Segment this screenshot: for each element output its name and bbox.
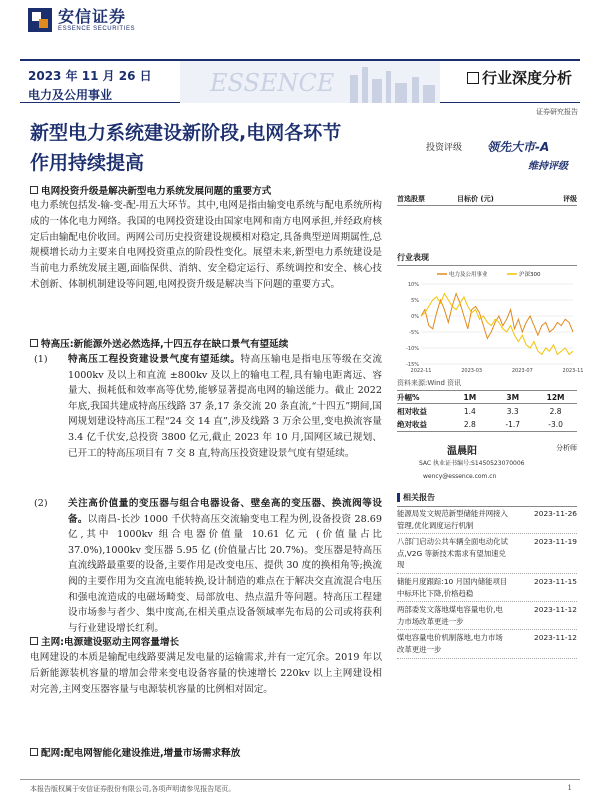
x-tick-label: 2023-11 — [562, 368, 584, 374]
table-cell: 2.8 — [549, 406, 562, 416]
stock-header-col: 目标价 (元) — [457, 195, 494, 203]
section-paragraph-grid: 电力系统包括发-输-变-配-用五大环节。其中,电网是指由输变电系统与配电系统所构成的一体化电力网络。我国的电网投资建设由国家电网和南方电网承担,并经政府核定后由输配电价收回。两网公司历史投资建设规模相对稳定,具备典型逆周期属性,总规模增长动力主要来自电网投资重点的阶段性变化。展望未来,新型电力系统建设是当前电力系统发展主题,面临保供、消纳、安全稳定运行、系统调控和安全、核心技术创新、体制机制建设等问题,电网投资升级是解决当下问题的重要方式。 — [30, 200, 382, 290]
rating-value: 领先大市-A — [487, 140, 550, 154]
stock-header-col: 首选股票 — [397, 195, 425, 203]
y-tick-label: -5% — [409, 330, 419, 336]
series-line-1 — [421, 294, 573, 355]
table-header-cell: 升幅% — [397, 392, 420, 402]
table-row — [397, 404, 577, 418]
section-heading-distribution — [30, 745, 382, 759]
y-tick-label: 10% — [407, 282, 419, 288]
related-report-title[interactable]: 能源局发文规范新型储能并网接入管理,优化调度运行机制 — [397, 509, 508, 530]
list-item[interactable] — [397, 602, 577, 630]
chart-icon — [467, 72, 479, 84]
list-item-number: (1) — [34, 354, 48, 365]
rating-action: 维持评级 — [528, 161, 568, 172]
department-label: 证券研究报告 — [536, 108, 578, 116]
section-heading-text: 特高压:新能源外送必然选择,十四五存在缺口景气有望延续 — [41, 339, 289, 350]
related-report-date: 2023-11-12 — [534, 633, 577, 643]
x-tick-label: 2023-03 — [461, 368, 483, 374]
list-item-text — [68, 496, 382, 636]
related-report-date: 2023-11-26 — [534, 509, 577, 518]
related-report-date: 2023-11-19 — [534, 537, 577, 547]
report-date: 2023 年 11 月 26 日 — [28, 69, 152, 83]
report-type-label: 行业深度分析 — [481, 69, 572, 87]
stock-header-col: 评级 — [563, 195, 577, 203]
section-heading-text: 主网:电源建设驱动主网容量增长 — [41, 637, 180, 648]
page-number: 1 — [567, 784, 572, 792]
x-tick-label: 2023-07 — [511, 368, 533, 374]
report-type — [467, 67, 572, 88]
footer-divider — [20, 779, 580, 780]
related-reports-label: 相关报告 — [403, 493, 435, 502]
table-header-cell: 1M — [463, 392, 477, 402]
checkbox-bullet-icon — [30, 748, 38, 756]
title-accent-bar — [397, 493, 400, 502]
rating-label: 投资评级 — [426, 143, 463, 153]
report-sector: 电力及公用事业 — [28, 88, 113, 102]
list-item-number: (2) — [34, 498, 48, 509]
industry-performance-chart — [397, 268, 584, 376]
list-item-bold: 关注高价值量的变压器与组合电器设备、壁垒高的变压器、换流阀等设备。 — [68, 498, 382, 525]
y-tick-label: 0% — [411, 314, 419, 320]
stock-pick-header — [397, 194, 577, 206]
table-header-cell: 3M — [506, 392, 520, 402]
legend-label: 电力及公用事业 — [449, 272, 488, 278]
list-item-body: 特高压输电是指电压等级在交流 1000kv 及以上和直流 ±800kv 及以上的输电工程,具有输电距离远、容量大、损耗低和效率高等优势,能够显著提高电网的输送能力。截止 2022 年底,我国共建成特高压线路 37 条,17 条交流 20 条直流,“十四五”期间,国网规划建设特高压工程“24 交 14 直”,涉及线路 3 万余公里,变电换流容量 3.4 亿千伏安,总投资 3800 亿元,截止 2023 年 10 月,国网区域已规划、已开工的特高压项目有 7 交 8 直,特高压投资建设景气度有望延续。 — [68, 354, 383, 459]
list-item-bold: 特高压工程投资建设景气度有望延续。 — [68, 354, 241, 365]
analyst-email[interactable]: wency@essence.com.cn — [423, 473, 497, 480]
list-item[interactable] — [397, 534, 577, 574]
related-report-title[interactable]: 两部委发文落地煤电容量电价,电力市场改革更进一步 — [397, 605, 503, 626]
section-heading-grid — [30, 183, 382, 197]
report-title — [30, 118, 360, 178]
checkbox-bullet-icon — [30, 186, 38, 194]
list-item[interactable] — [397, 630, 577, 658]
performance-title: 行业表现 — [397, 252, 577, 266]
list-item[interactable] — [397, 574, 577, 602]
list-item[interactable] — [397, 506, 577, 534]
footer-disclaimer: 本报告版权属于安信证券股份有限公司,各项声明请参见报告尾页。 — [30, 785, 236, 793]
table-header-row — [397, 390, 577, 404]
section-heading-text: 配网:配电网智能化建设推进,增量市场需求释放 — [41, 748, 241, 759]
related-reports-title — [397, 492, 577, 507]
related-reports-list — [397, 506, 577, 659]
table-cell: 相对收益 — [397, 406, 427, 416]
skyline-decoration — [180, 61, 440, 103]
title-line-1: 新型电力系统建设新阶段,电网各环节 — [30, 122, 342, 144]
performance-table — [397, 390, 577, 432]
banner-watermark-text: ESSENCE — [210, 69, 335, 97]
y-tick-label: -10% — [406, 346, 419, 352]
section-heading-main-grid — [30, 634, 382, 648]
legend-label: 沪深300 — [519, 272, 541, 278]
section-heading-uhv — [30, 336, 382, 350]
title-line-2: 作用持续提高 — [30, 152, 145, 174]
brand-logo — [28, 8, 135, 32]
section-heading-text: 电网投资升级是解决新型电力系统发展问题的重要方式 — [41, 186, 272, 197]
list-item-body: 以南昌-长沙 1000 千伏特高压交流输变电工程为例,设备投资 28.69 亿,其中 1000kv 组合电器价值量 10.61 亿元 (价值量占比 37.0%),1000kv 变压器 5.95 亿 (价值量占比 20.7%)。变压器是特高压直流线路最重要的设备,主要作用是改变电压、提供 30 度的换相角等;换流阀的主要作用为交直流电能转换,设计制造的难点在于解决交直流混合电压和强电流造成的电磁场畸变、局部放电、热点温升等问题。特高压工程建设市场参与者少、集中度高,在相关重点设备领域率先布局的公司或将获利与行业建设增长红利。 — [68, 513, 383, 634]
related-report-title[interactable]: 储能月度跟踪:10 月国内储能项目中标环比下降,价格趋稳 — [397, 576, 508, 598]
chart-source: 资料来源:Wind 资讯 — [397, 379, 462, 387]
list-item — [30, 352, 382, 492]
analyst-role: 分析师 — [556, 444, 577, 452]
table-cell: 1.4 — [463, 406, 476, 416]
y-tick-label: -15% — [406, 362, 419, 368]
analyst-sac-number: SAC 执业证书编号:S1450523070006 — [419, 460, 525, 467]
checkbox-bullet-icon — [30, 637, 38, 645]
checkbox-bullet-icon — [30, 339, 38, 347]
brand-name-en: ESSENCE SECURITIES — [58, 26, 136, 32]
table-cell: 绝对收益 — [397, 420, 427, 429]
related-report-title[interactable]: 八部门启动公共车辆全面电动化试点,V2G 等新技术需求有望加速兑现 — [397, 537, 508, 570]
table-cell: 2.8 — [463, 420, 476, 429]
brand-name-cn: 安信证券 — [58, 7, 127, 26]
list-item-text — [68, 352, 382, 461]
x-tick-label: 2022-11 — [410, 368, 432, 374]
table-cell: -3.0 — [548, 420, 563, 429]
table-header-cell: 12M — [546, 392, 565, 402]
table-cell: -1.7 — [505, 420, 521, 429]
related-report-date: 2023-11-15 — [534, 576, 577, 586]
related-report-date: 2023-11-12 — [534, 605, 577, 615]
analyst-name: 温晨阳 — [447, 446, 477, 457]
section-paragraph-main-grid: 电网建设的本质是输配电线路要满足发电量的运输需求,并有一定冗余。2019 年以后新能源装机容量的增加会带来变电设备容量的快速增长 220kv 以上主网建设相对完善,主网变压器容量与电源装机容量的比例相对固定。 — [30, 652, 382, 695]
header-banner — [20, 59, 580, 103]
essence-logo-icon — [28, 8, 52, 32]
table-cell: 3.3 — [506, 406, 519, 416]
list-item — [30, 496, 383, 634]
related-report-title[interactable]: 煤电容量电价机制落地,电力市场改革更进一步 — [397, 633, 503, 654]
y-tick-label: 5% — [411, 298, 419, 304]
table-row — [397, 418, 577, 432]
